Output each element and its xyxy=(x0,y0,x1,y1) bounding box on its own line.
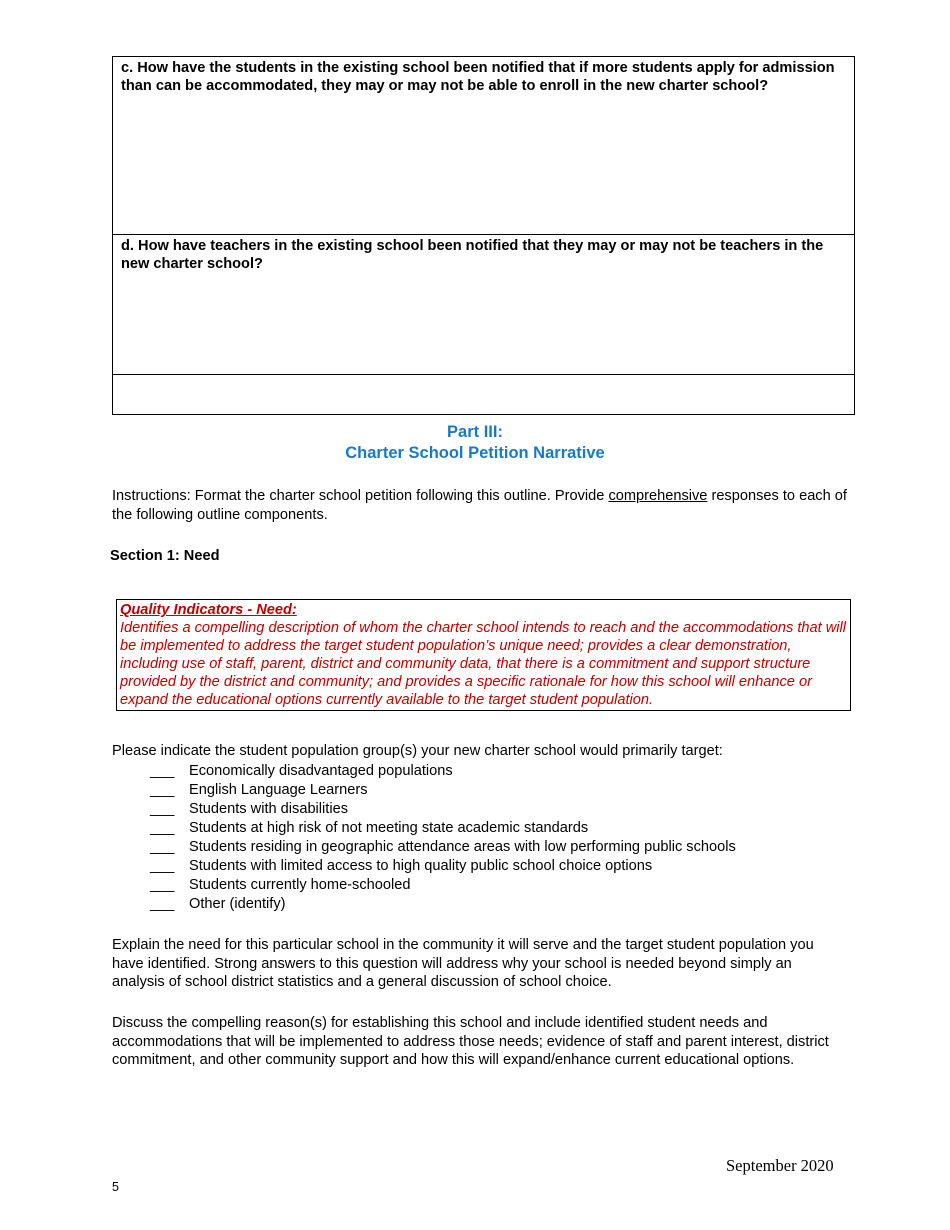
option-label: Other (identify) xyxy=(189,896,286,912)
list-item[interactable] xyxy=(150,819,736,838)
empty-response-row xyxy=(113,375,855,415)
option-label: English Language Learners xyxy=(189,782,368,798)
instructions-underlined: comprehensive xyxy=(608,488,708,504)
list-item[interactable] xyxy=(150,876,736,895)
checkbox-blank[interactable]: ___ xyxy=(150,839,175,855)
list-item[interactable] xyxy=(150,781,736,800)
list-item[interactable] xyxy=(150,895,736,914)
checkbox-blank[interactable]: ___ xyxy=(150,896,175,912)
list-item[interactable] xyxy=(150,762,736,781)
question-d: d. How have teachers in the existing school been notified that they may or may not be teachers in the new charter school? xyxy=(113,235,855,375)
option-label: Students currently home-schooled xyxy=(189,877,411,893)
instructions-after: responses to each of the following outline components. xyxy=(112,488,847,523)
instructions xyxy=(112,487,852,524)
quality-indicators-text: Identifies a compelling description of whom the charter school intends to reach and the accommodations that will be implemented to address the target student population’s unique need; provides a clear demonstration, including use of staff, parent, district and community data, that there is a commitment and support structure provided by the district and community; and provides a specific rationale for how this school will enhance or expand the educational options currently available to the target student population. xyxy=(120,620,847,708)
option-label: Students with disabilities xyxy=(189,801,348,817)
list-item[interactable] xyxy=(150,838,736,857)
option-label: Students residing in geographic attendance areas with low performing public schools xyxy=(189,839,736,855)
checkbox-blank[interactable]: ___ xyxy=(150,877,175,893)
instructions-before: Instructions: Format the charter school petition following this outline. Provide xyxy=(112,488,609,504)
option-label: Economically disadvantaged populations xyxy=(189,763,453,779)
discuss-reasons-paragraph: Discuss the compelling reason(s) for establishing this school and include identified student needs and accommodations that will be implemented to address those needs; evidence of staff and parent interest, district commitment, and other community support and how this will expand/enhance current educational options. xyxy=(112,1015,829,1068)
checkbox-blank[interactable]: ___ xyxy=(150,858,175,874)
page-number: 5 xyxy=(112,1180,119,1194)
population-prompt: Please indicate the student population group(s) your new charter school would primarily target: xyxy=(112,743,723,759)
footer-date: September 2020 xyxy=(726,1156,834,1175)
population-checklist xyxy=(150,762,736,914)
checkbox-blank[interactable]: ___ xyxy=(150,801,175,817)
part-number-heading: Part III: xyxy=(447,423,503,441)
list-item[interactable] xyxy=(150,800,736,819)
section-title: Section 1: Need xyxy=(110,548,220,564)
question-c: c. How have the students in the existing school been notified that if more students apply for admission than can be accommodated, they may or may not be able to enroll in the new charter school? xyxy=(113,57,855,235)
option-label: Students with limited access to high quality public school choice options xyxy=(189,858,653,874)
checkbox-blank[interactable]: ___ xyxy=(150,763,175,779)
part-title-heading: Charter School Petition Narrative xyxy=(345,444,605,462)
quality-indicators-box xyxy=(116,599,851,711)
list-item[interactable] xyxy=(150,857,736,876)
quality-indicators-title: Quality Indicators - Need: xyxy=(120,602,297,618)
explain-need-paragraph: Explain the need for this particular school in the community it will serve and the target student population you have identified. Strong answers to this question will address why your school is needed beyond simply an analysis of school district statistics and a general discussion of school choice. xyxy=(112,937,814,990)
checkbox-blank[interactable]: ___ xyxy=(150,820,175,836)
question-table xyxy=(112,56,855,415)
option-label: Students at high risk of not meeting state academic standards xyxy=(189,820,589,836)
checkbox-blank[interactable]: ___ xyxy=(150,782,175,798)
